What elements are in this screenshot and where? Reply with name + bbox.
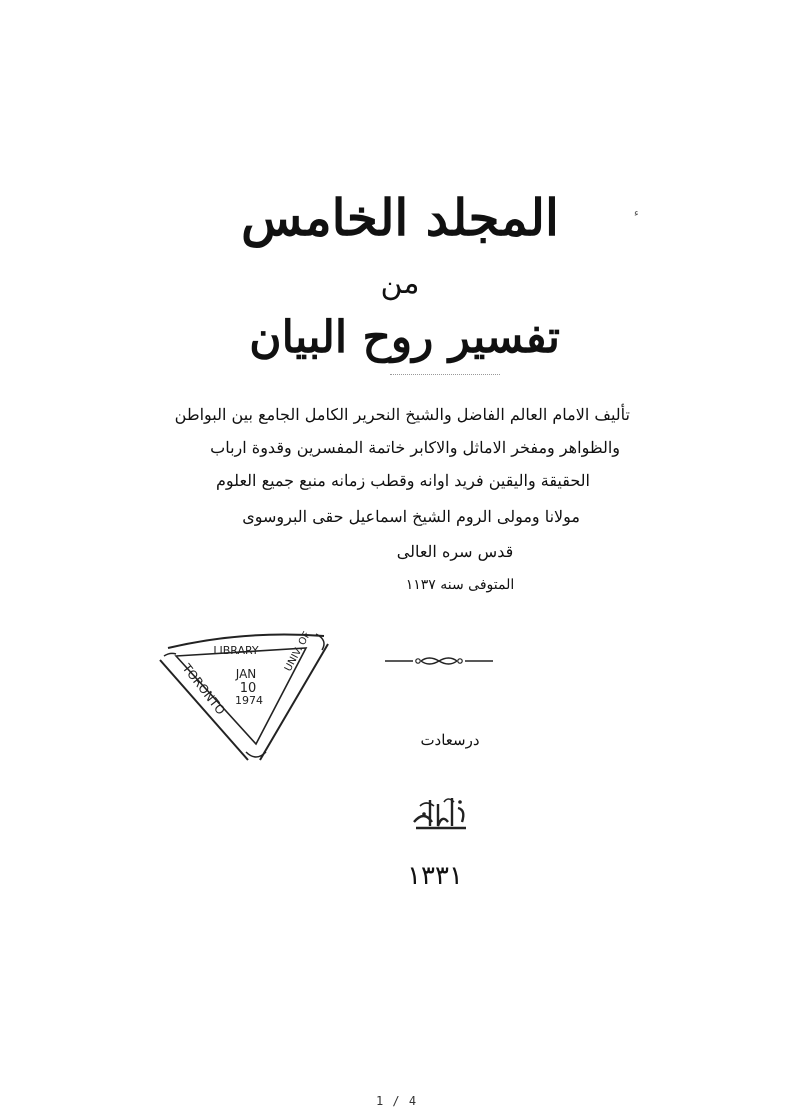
press-seal-calligraphy (408, 792, 472, 832)
author-line-3: الحقيقة واليقين فريد اوانه وقطب زمانه منبع جميع العلوم (215, 471, 590, 490)
author-line-2: والظواهر ومفخر الاماثل والاكابر خاتمة المفسرين وقدوة ارباب (210, 438, 620, 457)
margin-mark: ء (634, 208, 639, 219)
stamp-header: LIBRARY (213, 644, 259, 657)
book-title: تفسير روح البيان (249, 312, 560, 363)
ornamental-rule (385, 654, 493, 668)
stamp-day: 10 (239, 681, 257, 696)
stamp-left-side: TORONTO (179, 661, 228, 718)
stamp-right-side: UNIV. OF (282, 630, 313, 674)
library-stamp (156, 626, 332, 762)
volume-title: المجلد الخامس (241, 188, 559, 247)
stamp-year: 1974 (235, 694, 263, 707)
stamp-month: JAN (235, 667, 257, 681)
page-counter: 1 / 4 (375, 1094, 418, 1108)
author-line-4: مولانا ومولى الروم الشيخ اسماعيل حقى البروسوى (242, 507, 580, 526)
title-from: من (380, 266, 420, 301)
death-date-line: المتوفى سنه ١١٣٧ (405, 577, 515, 593)
publication-place: درسعادت (420, 731, 480, 749)
publication-year: ١٣٣١ (407, 861, 463, 891)
author-line-1: تأليف الامام العالم الفاضل والشيخ النحرير الكامل الجامع بين البواطن (174, 405, 630, 424)
author-line-5: قدس سره العالى (396, 542, 514, 561)
title-dotted-rule (390, 374, 500, 381)
